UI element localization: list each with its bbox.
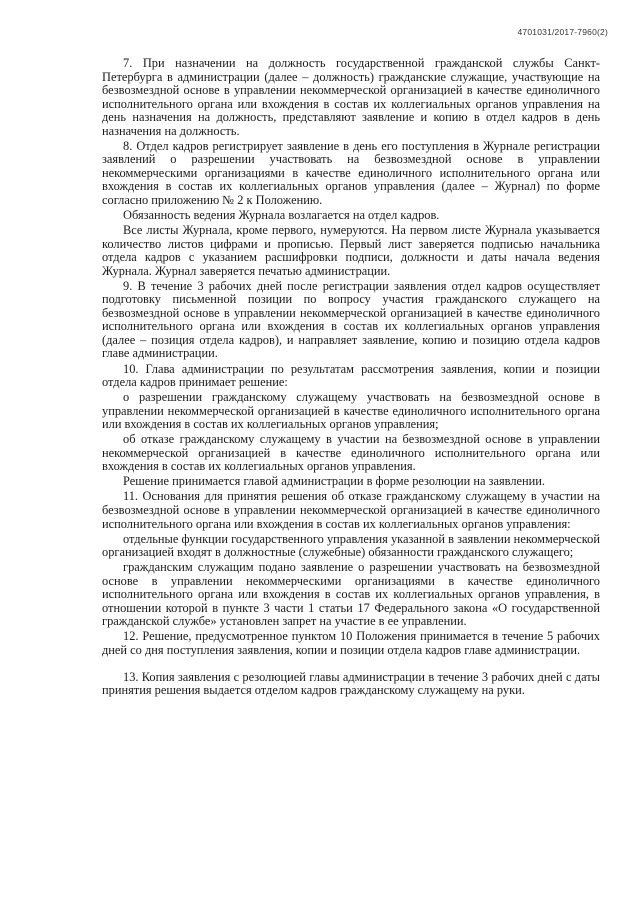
paragraph-11-ground-functions: отдельные функции государственного управления указанной в заявлении некоммерческой организацией входят в должностные (служебные) обязанности гражданского служащего; <box>102 531 600 560</box>
paragraph-10: 10. Глава администрации по результатам рассмотрения заявления, копии и позиции отдела кадров принимает решение: <box>102 361 600 390</box>
paragraph-11-ground-prohibition: гражданским служащим подано заявление о разрешении участвовать на безвозмездной основе в управлении некоммерческими организациями в качестве единоличного исполнительного органа или вхождения в состав их коллегиальных органов управления, в отношении которой в пункте 3 части 1 статьи 17 Федерального закона «О государственной гражданской службе» установлен запрет на участие в ее управлении. <box>102 560 600 629</box>
document-body <box>102 57 600 699</box>
paragraph-10-refuse: об отказе гражданскому служащему в участии на безвозмездной основе в управлении некоммерческой организацией в качестве единоличного исполнительного органа или вхождения в состав их коллегиальных органов управления. <box>102 432 600 474</box>
paragraph-13: 13. Копия заявления с резолюцией главы администрации в течение 3 рабочих дней с даты принятия решения выдается отделом кадров гражданскому служащему на руки. <box>102 669 600 698</box>
paragraph-7: 7. При назначении на должность государственной гражданской службы Санкт-Петербурга в администрации (далее – должность) гражданские служащие, участвующие на безвозмездной основе в управлении некоммерческой организацией в качестве единоличного исполнительного органа или вхождения в состав их коллегиальных органов управления на день назначения на должность, представляют заявление и копию в отдел кадров в день назначения на должность. <box>102 56 600 138</box>
paragraph-9: 9. В течение 3 рабочих дней после регистрации заявления отдел кадров осуществляет подготовку письменной позиции по вопросу участия гражданского служащего на безвозмездной основе в управлении некоммерческой организацией в качестве единоличного исполнительного органа или вхождения в состав их коллегиальных органов управления (далее – позиция отдела кадров), и направляет заявление, копию и позицию отдела кадров главе администрации. <box>102 278 600 361</box>
paragraph-8-journal-duty: Обязанность ведения Журнала возлагается на отдел кадров. <box>123 208 440 223</box>
paragraph-10-permit: о разрешении гражданскому служащему участвовать на безвозмездной основе в управлении некоммерческой организацией в качестве единоличного исполнительного органа или вхождения в состав их коллегиальных органов управления; <box>102 390 600 432</box>
paragraph-10-resolution: Решение принимается главой администрации в форме резолюции на заявлении. <box>123 474 546 489</box>
document-number: 4701031/2017-7960(2) <box>517 27 608 37</box>
paragraph-8-journal-sheets: Все листы Журнала, кроме первого, нумеруются. На первом листе Журнала указывается количество листов цифрами и прописью. Первый лист заверяется подписью начальника отдела кадров с указанием расшифровки подписи, должности и даты начала ведения Журнала. Журнал заверяется печатью администрации. <box>102 223 600 278</box>
paragraph-8: 8. Отдел кадров регистрирует заявление в день его поступления в Журнале регистрации заявлений о разрешении участвовать на безвозмездной основе в управлении некоммерческими организациями в качестве единоличного исполнительного органа или вхождения в состав их коллегиальных органов управления (далее – Журнал) по форме согласно приложению № 2 к Положению. <box>102 138 600 207</box>
paragraph-11: 11. Основания для принятия решения об отказе гражданскому служащему в участии на безвозмездной основе в управлении некоммерческой организацией в качестве единоличного исполнительного органа или вхождения в состав их коллегиальных органов управления: <box>102 489 600 531</box>
paragraph-12: 12. Решение, предусмотренное пунктом 10 Положения принимается в течение 5 рабочих дней со дня поступления заявления, копии и позиции отдела кадров главе администрации. <box>102 629 600 657</box>
